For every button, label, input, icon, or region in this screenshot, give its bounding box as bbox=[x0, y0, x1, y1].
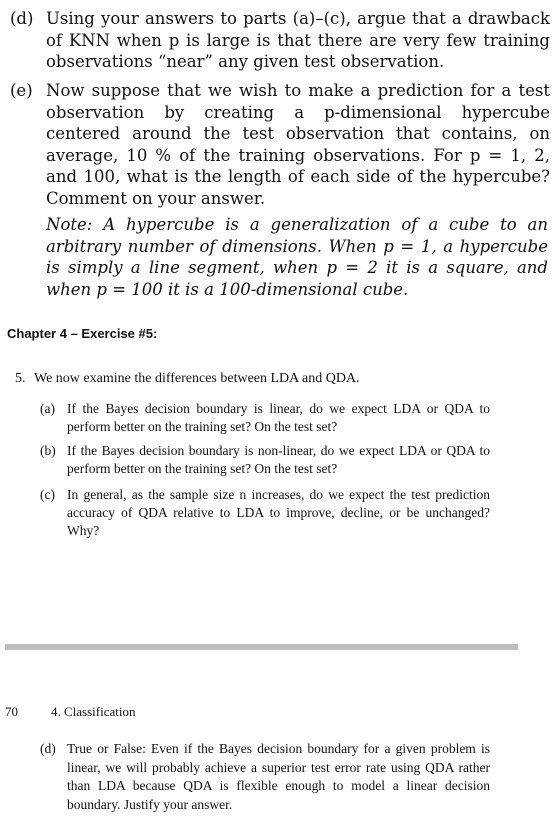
chapter-title: 4. Classification bbox=[51, 704, 136, 719]
exercise-5-intro bbox=[15, 370, 495, 388]
exercise-5-part-b bbox=[40, 442, 490, 478]
part-d-text: Using your answers to parts (a)–(c), argue that a drawback of KNN when p is large is that there are very few training observations “near” any given test observation. bbox=[46, 9, 550, 71]
part-a-text: If the Bayes decision boundary is linear, do we expect LDA or QDA to perform better on the training set? On the test set? bbox=[67, 401, 490, 434]
part-d-label: (d) bbox=[10, 9, 34, 28]
part-c-label: (c) bbox=[40, 487, 55, 502]
part-5d-text: True or False: Even if the Bayes decision boundary for a given problem is linear, we will probably achieve a superior test error rate using QDA rather than LDA because QDA is flexible enough to model a linear decision boundary. Justify your answer. bbox=[67, 741, 490, 812]
exercise-5-part-a bbox=[40, 400, 490, 436]
exercise-5-part-d bbox=[40, 740, 490, 814]
page-number: 70 bbox=[5, 704, 18, 719]
exercise-5-intro-text: We now examine the differences between LDA and QDA. bbox=[34, 371, 360, 386]
exercise-5-number: 5. bbox=[15, 371, 26, 386]
part-5d-label: (d) bbox=[40, 741, 56, 756]
exercise-part-e bbox=[10, 80, 550, 209]
exercise-5-part-c bbox=[40, 486, 490, 540]
part-e-label: (e) bbox=[10, 81, 33, 100]
exercise-part-d bbox=[10, 8, 550, 73]
hypercube-note: Note: A hypercube is a generalization of a cube to an arbitrary number of dimensions. When p = 1, a hypercube is simply a line segment, when p = 2 it is a square, and when p = 100 it is a 100-dimensional cube. bbox=[46, 215, 548, 299]
part-b-label: (b) bbox=[40, 443, 56, 458]
chapter-heading: Chapter 4 – Exercise #5: bbox=[7, 326, 158, 341]
part-b-text: If the Bayes decision boundary is non-linear, do we expect LDA or QDA to perform better on the training set? On the test set? bbox=[67, 443, 490, 476]
page-divider bbox=[5, 644, 518, 650]
part-e-text: Now suppose that we wish to make a prediction for a test observation by creating a p-dimensional hypercube centered around the test observation that contains, on average, 10 % of the training observations. For p = 1, 2, and 100, what is the length of each side of the hypercube? Comment on your answer. bbox=[46, 81, 550, 208]
part-c-text: In general, as the sample size n increases, do we expect the test prediction accuracy of QDA relative to LDA to improve, decline, or be unchanged? Why? bbox=[67, 487, 490, 538]
part-a-label: (a) bbox=[40, 401, 55, 416]
